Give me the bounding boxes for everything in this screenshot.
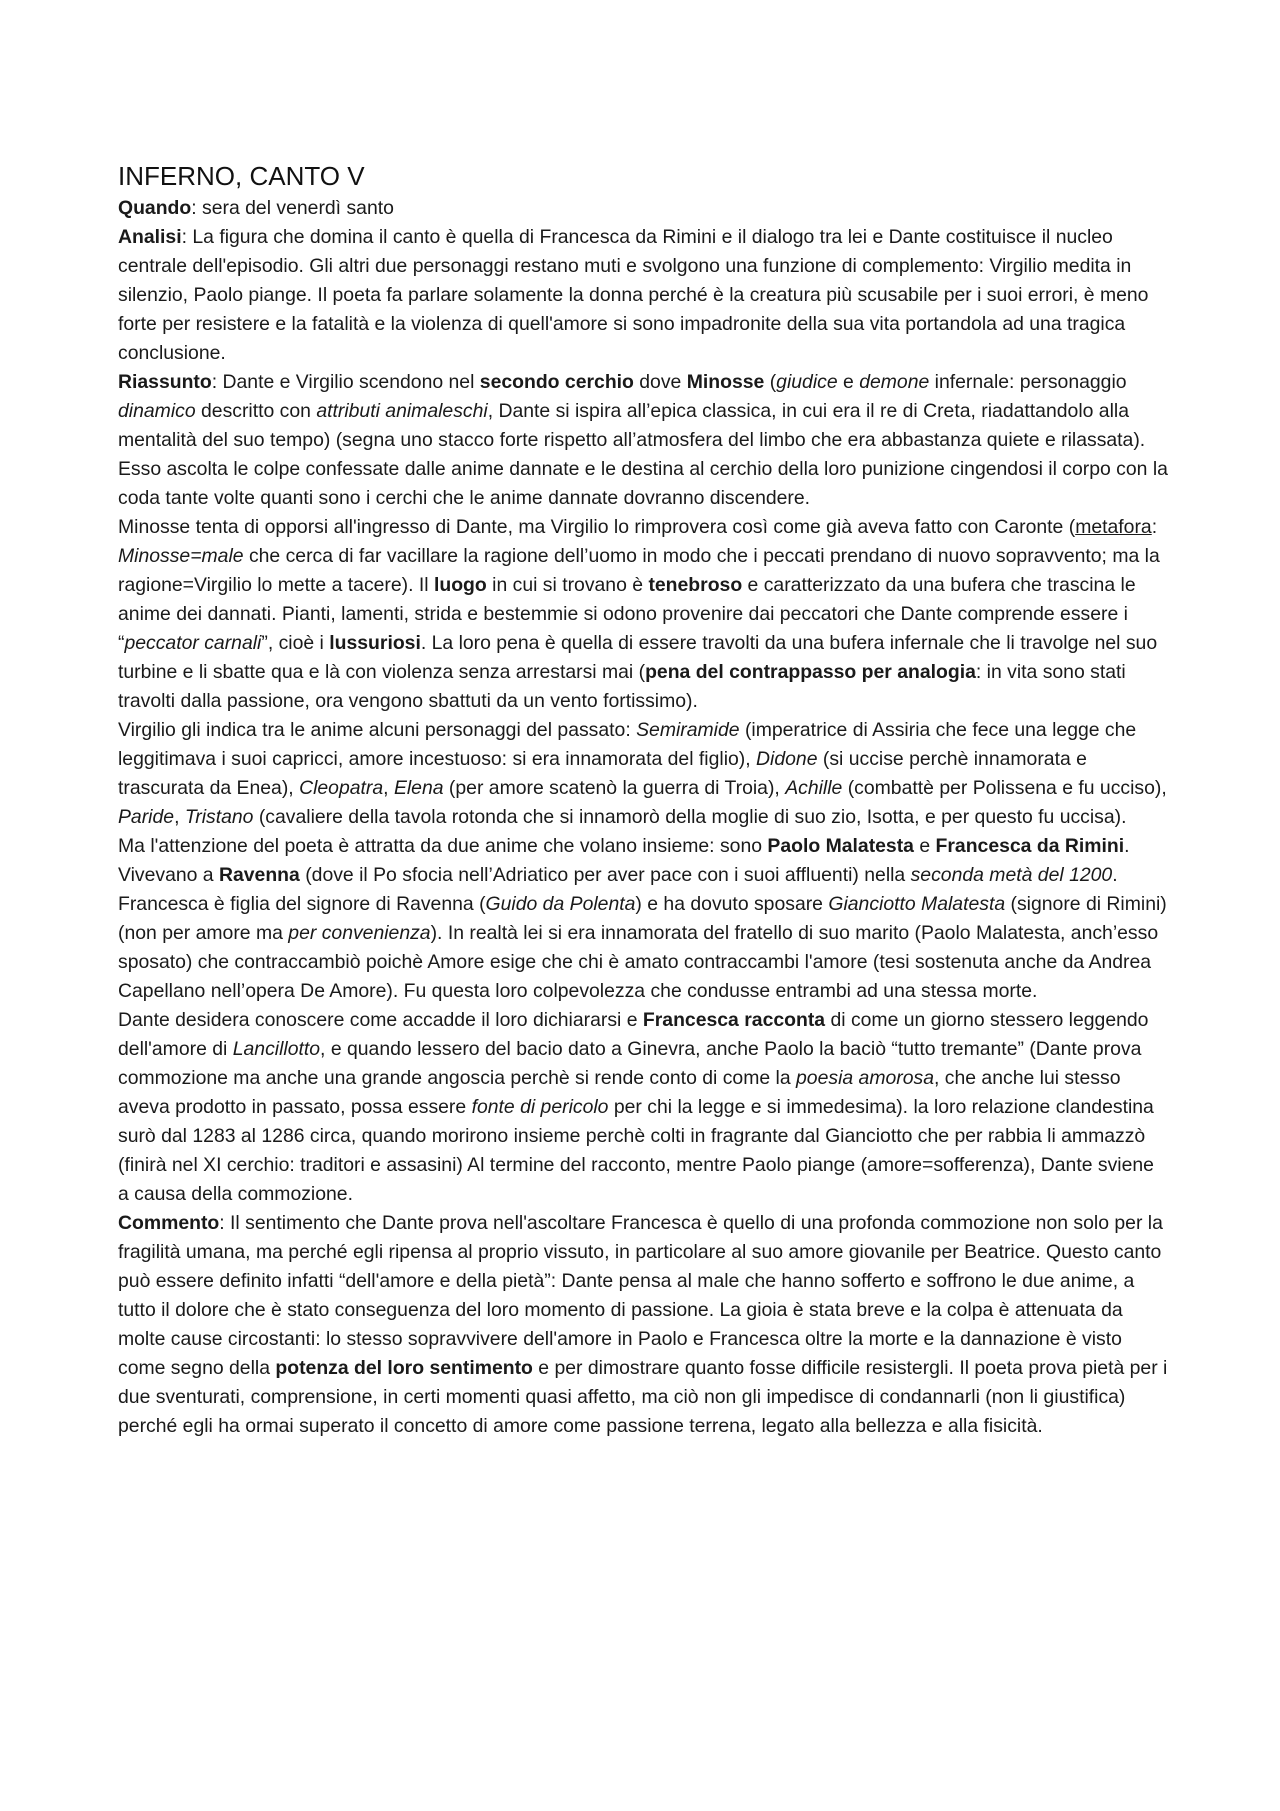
text-run: . La loro pena è quella di essere travolti da una bufera infernale che li travolge nel suo turbine e li sbatte qua e là con violenza senza arrestarsi mai ( [118,632,1158,683]
text-run: Minosse tenta di opporsi all'ingresso di Dante, ma Virgilio lo rimprovera così come già aveva fatto con Caronte ( [118,516,1076,538]
text-run: e [837,371,860,393]
text-run: : Il sentimento che Dante prova nell'ascoltare Francesca è quello di una profonda commozione non solo per la fragilità umana, ma perché egli ripensa al proprio vissuto, in particolare al suo amore giovanile per Beatrice. Questo canto può essere definito infatti “dell'amore e della pietà”: Dante pensa al male che hanno sofferto e soffrono le due anime, a tutto il dolore che è stato conseguenza del loro momento di passione. La gioia è stata breve e la colpa è attenuata da molte cause circostanti: lo stesso sopravvivere dell'amore in Paolo e Francesca oltre la morte e la dannazione è visto come segno della [118,1212,1163,1379]
text-run: per chi la legge e si immedesima). la loro relazione clandestina surò dal 1283 al 1286 circa, quando morirono insieme perchè colti in fragrante dal Gianciotto che per rabbia li ammazzò (finirà nel XI cerchio: traditori e assasini) Al termine del racconto, mentre Paolo piange (amore=sofferenza), Dante sviene a causa della commozione. [118,1096,1154,1205]
text-run: di come un giorno stessero leggendo dell'amore di [118,1009,1149,1060]
text-run: . Francesca è figlia del signore di Ravenna ( [118,864,1118,915]
bold-text: tenebroso [648,574,743,596]
text-run: (si uccise perchè innamorata e trascurata da Enea), [118,748,1087,799]
italic-text: Lancillotto [232,1038,321,1060]
text-run: Dante desidera conoscere come accadde il loro dichiararsi e [118,1009,643,1031]
underlined-text: metafora [1075,516,1152,538]
text-run: ”, cioè i [261,632,330,654]
text-run: che cerca di far vacillare la ragione dell’uomo in modo che i peccati prendano di nuovo sopravvento; ma la ragione=Virgilio lo mette a tacere). Il [118,545,1160,596]
paragraph [118,1209,1170,1441]
paragraph [118,861,1170,1006]
text-run: : Dante e Virgilio scendono nel [211,371,480,393]
text-run: Vivevano a [118,864,219,886]
bold-text: Commento [118,1212,220,1234]
text-run: ). In realtà lei si era innamorata del fratello di suo marito (Paolo Malatesta, anch’esso sposato) che contraccambiò poichè Amore esige che chi è amato contraccambi l'amore (tesi sostenuta anche da Andrea Capellano nell’opera De Amore). Fu questa loro colpevolezza che condusse entrambi ad una stessa morte. [118,922,1159,1002]
paragraph [118,1006,1170,1209]
paragraph [118,716,1170,832]
text-run: , che anche lui stesso aveva prodotto in passato, possa essere [118,1067,1121,1118]
text-run: Ma l'attenzione del poeta è attratta da due anime che volano insieme: sono [118,835,768,857]
text-run: (imperatrice di Assiria che fece una legge che leggitimava i suoi capricci, amore incestuoso: si era innamorata del figlio), [118,719,1137,770]
italic-text: peccator carnali [124,632,262,654]
italic-text: Achille [785,777,843,799]
bold-text: Francesca da Rimini [935,835,1125,857]
italic-text: poesia amorosa [796,1067,934,1089]
text-run: dove [633,371,687,393]
text-run: : sera del venerdì santo [191,197,394,219]
italic-text: dinamico [118,400,196,422]
italic-text: Tristano [184,806,254,828]
document-title: INFERNO, CANTO V [118,161,365,191]
document-body [118,194,1170,1441]
text-run: e [913,835,936,857]
italic-text: attributi animaleschi [316,400,488,422]
text-run: (cavaliere della tavola rotonda che si innamorò della moglie di suo zio, Isotta, e per questo fu uccisa). [253,806,1127,828]
text-run: ) e ha dovuto sposare [635,893,829,915]
bold-text: Paolo Malatesta [767,835,914,857]
italic-text: demone [859,371,930,393]
paragraph [118,513,1170,716]
italic-text: Paride [118,806,175,828]
italic-text: Guido da Polenta [485,893,636,915]
bold-text: Quando [118,197,192,219]
text-run: (dove il Po sfocia nell’Adriatico per aver pace con i suoi affluenti) nella [299,864,911,886]
italic-text: per convenienza [288,922,431,944]
text-run: : in vita sono stati travolti dalla passione, ora vengono sbattuti da un vento fortissimo). [118,661,1126,712]
bold-text: Francesca racconta [642,1009,826,1031]
italic-text: seconda metà del 1200 [910,864,1113,886]
text-run: , [383,777,394,799]
bold-text: luogo [433,574,487,596]
bold-text: Ravenna [218,864,300,886]
italic-text: Semiramide [636,719,740,741]
bold-text: potenza del loro sentimento [275,1357,533,1379]
text-run: e per dimostrare quanto fosse difficile resistergli. Il poeta prova pietà per i due sventurati, comprensione, in certi momenti quasi affetto, ma ciò non gli impedisce di condannarli (non li giustifica) perché egli ha ormai superato il concetto di amore come passione terrena, legato alla bellezza e alla fisicità. [118,1357,1168,1437]
text-run: , [174,806,185,828]
bold-text: pena del contrappasso per analogia [645,661,976,683]
italic-text: Minosse=male [118,545,244,567]
italic-text: Gianciotto Malatesta [828,893,1006,915]
italic-text: Elena [393,777,444,799]
italic-text: Cleopatra [299,777,384,799]
text-run: : [1151,516,1158,538]
text-run: , e quando lessero del bacio dato a Ginevra, anche Paolo la baciò “tutto tremante” (Dante prova commozione ma anche una grande angoscia perchè si rende conto di come la [118,1038,1142,1089]
text-run: . [1124,835,1130,857]
bold-text: Minosse [686,371,765,393]
italic-text: fonte di pericolo [471,1096,609,1118]
text-run: Virgilio gli indica tra le anime alcuni personaggi del passato: [118,719,637,741]
italic-text: giudice [776,371,838,393]
text-run: (per amore scatenò la guerra di Troia), [443,777,786,799]
paragraph [118,368,1170,513]
text-run: infernale: personaggio [929,371,1127,393]
paragraph [118,194,1170,223]
document-page [118,158,1170,1441]
italic-text: Didone [756,748,818,770]
bold-text: Analisi [118,226,182,248]
text-run: (signore di Rimini)(non per amore ma [118,893,1167,944]
text-run: in cui si trovano è [486,574,649,596]
bold-text: lussuriosi [329,632,421,654]
text-run: : La figura che domina il canto è quella di Francesca da Rimini e il dialogo tra lei e Dante costituisce il nucleo centrale dell'episodio. Gli altri due personaggi restano muti e svolgono una funzione di complemento: Virgilio medita in silenzio, Paolo piange. Il poeta fa parlare solamente la donna perché è la creatura più scusabile per i suoi errori, è meno forte per resistere e la fatalità e la violenza di quell'amore si sono impadronite della sua vita portandola ad una tragica conclusione. [118,226,1149,364]
text-run: ( [764,371,777,393]
text-run: descritto con [195,400,317,422]
text-run: e caratterizzato da una bufera che trascina le anime dei dannati. Pianti, lamenti, strida e bestemmie si odono provenire dai peccatori che Dante comprende essere i “ [118,574,1136,654]
bold-text: Riassunto [118,371,212,393]
paragraph [118,832,1170,861]
bold-text: secondo cerchio [479,371,634,393]
text-run: (combattè per Polissena e fu ucciso), [842,777,1167,799]
paragraph [118,223,1170,368]
text-run: , Dante si ispira all’epica classica, in cui era il re di Creta, riadattandolo alla mentalità del suo tempo) (segna uno stacco forte rispetto all’atmosfera del limbo che era abbastanza quiete e rilassata). Esso ascolta le colpe confessate dalle anime dannate e le destina al cerchio della loro punizione cingendosi il corpo con la coda tante volte quanti sono i cerchi che le anime dannate dovranno discendere. [118,400,1168,509]
